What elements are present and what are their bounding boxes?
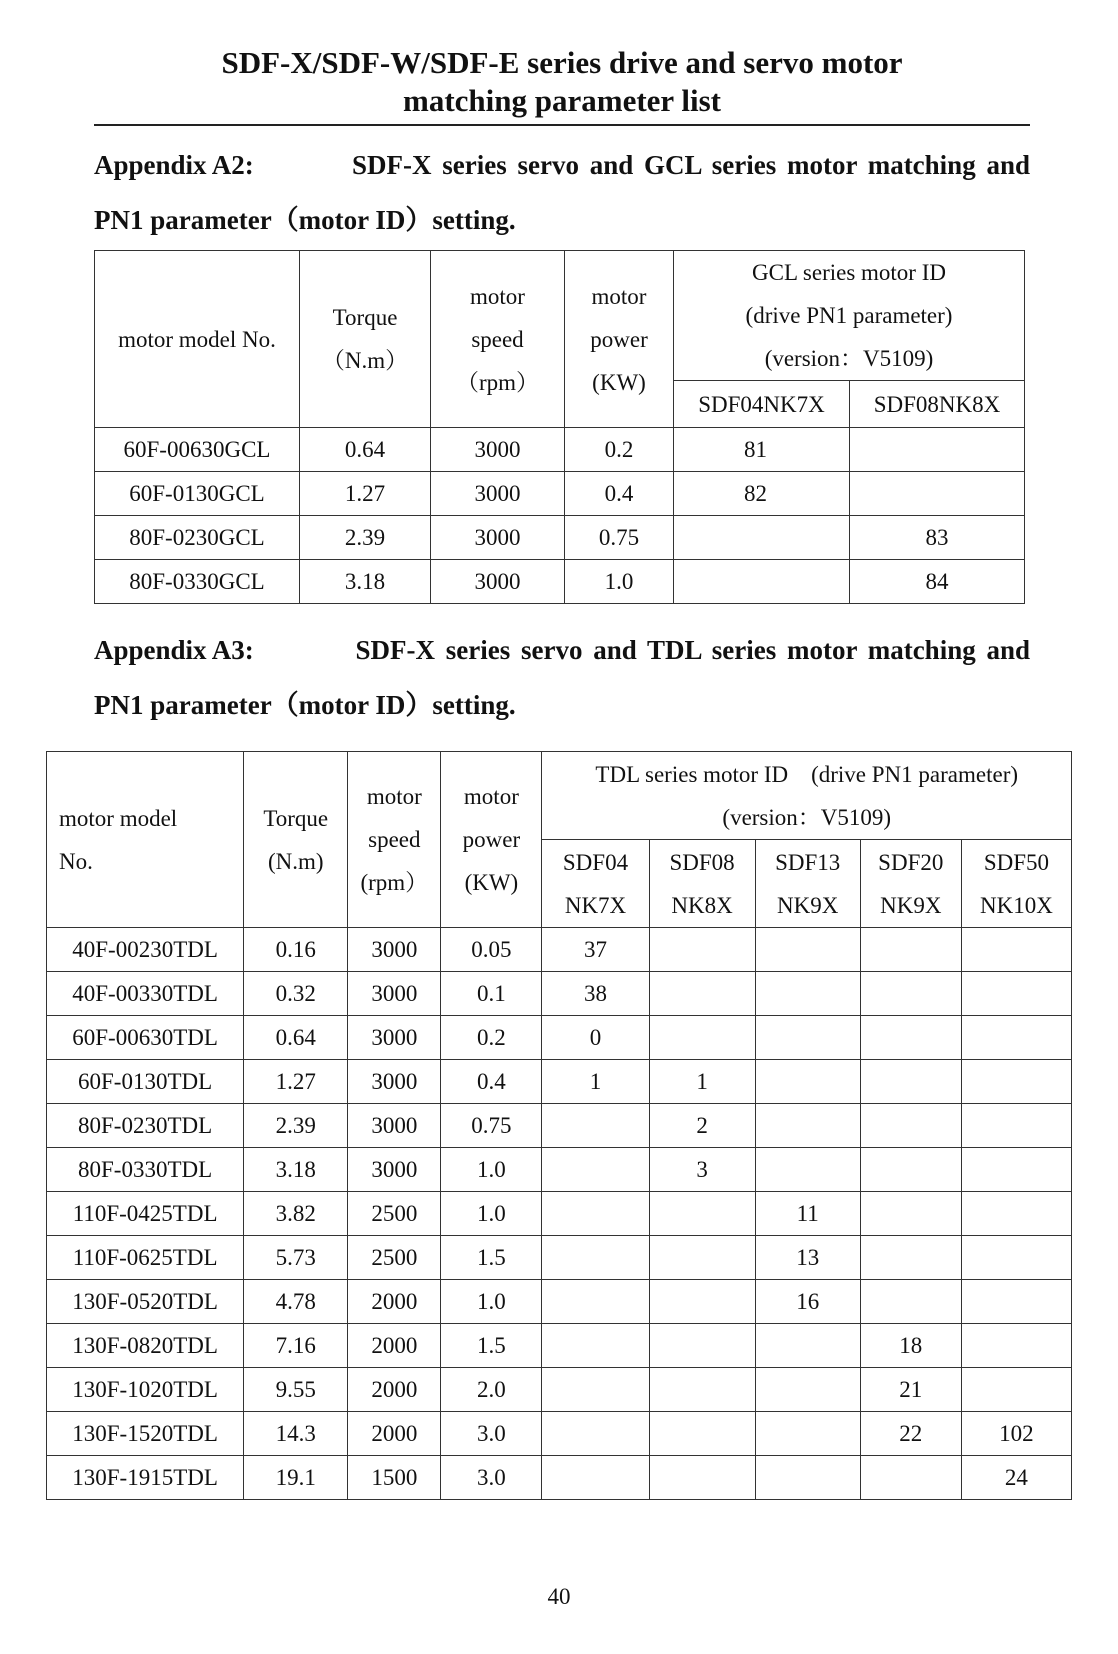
appendix-a2-text: SDF-X series servo and GCL series motor matching and [352,150,1030,180]
cell-model: 80F-0230TDL [47,1104,244,1148]
cell-id-sdf08 [649,1456,755,1500]
cell-torque: 7.16 [244,1324,348,1368]
cell-id-sdf04: 38 [542,972,649,1016]
cell-id-sdf50 [961,1236,1071,1280]
cell-id-sdf04 [542,1456,649,1500]
col-header-torque: Torque （N.m） [300,251,431,428]
cell-speed: 2500 [348,1192,441,1236]
cell-id-sdf50 [961,1324,1071,1368]
cell-id-sdf08 [649,1412,755,1456]
cell-model: 80F-0330TDL [47,1148,244,1192]
cell-power: 1.5 [441,1324,542,1368]
cell-id-sdf08 [649,972,755,1016]
table-row [47,1148,1072,1192]
table-row [47,1456,1072,1500]
cell-speed: 3000 [431,472,565,516]
cell-id-sdf50 [961,1280,1071,1324]
cell-id-sdf20 [860,1236,961,1280]
table-row [95,516,1025,560]
cell-speed: 3000 [348,1148,441,1192]
cell-id-sdf20: 21 [860,1368,961,1412]
cell-id-sdf50 [961,972,1071,1016]
cell-id-sdf20 [860,1060,961,1104]
cell-speed: 3000 [348,928,441,972]
cell-id-sdf20 [860,1148,961,1192]
cell-id-sdf50: 102 [961,1412,1071,1456]
title-divider [94,124,1030,126]
cell-torque: 0.64 [244,1016,348,1060]
cell-id-sdf13 [755,1148,860,1192]
cell-power: 1.0 [565,560,674,604]
cell-id-sdf13 [755,1368,860,1412]
col-header-motor-id: TDL series motor ID (drive PN1 parameter) (version：V5109) [542,752,1072,840]
col-header-power: motor power (KW) [565,251,674,428]
document-title [94,44,1030,120]
cell-id-sdf08: 84 [850,560,1025,604]
cell-id-sdf04 [542,1236,649,1280]
cell-speed: 1500 [348,1456,441,1500]
cell-model: 60F-0130TDL [47,1060,244,1104]
cell-id-sdf04 [542,1324,649,1368]
cell-id-sdf13 [755,1412,860,1456]
cell-model: 130F-0820TDL [47,1324,244,1368]
appendix-a2-heading [94,138,1030,248]
cell-power: 1.0 [441,1280,542,1324]
cell-id-sdf08: 3 [649,1148,755,1192]
cell-power: 0.4 [565,472,674,516]
cell-power: 0.2 [441,1016,542,1060]
cell-torque: 19.1 [244,1456,348,1500]
table-row [47,1412,1072,1456]
table-row [47,1236,1072,1280]
appendix-a2-label: Appendix A2: [94,150,254,180]
cell-speed: 3000 [348,1016,441,1060]
cell-power: 1.0 [441,1192,542,1236]
cell-speed: 3000 [348,1060,441,1104]
cell-torque: 4.78 [244,1280,348,1324]
cell-model: 60F-00630TDL [47,1016,244,1060]
cell-speed: 2000 [348,1412,441,1456]
appendix-a3-label: Appendix A3: [94,635,254,665]
cell-id-sdf50 [961,1192,1071,1236]
cell-power: 0.4 [441,1060,542,1104]
cell-id-sdf08 [649,1324,755,1368]
cell-id-sdf13 [755,1324,860,1368]
appendix-a2-line2: PN1 parameter（motor ID）setting. [94,205,516,235]
table-row [47,1324,1072,1368]
cell-id-sdf13 [755,1060,860,1104]
cell-id-sdf20 [860,928,961,972]
cell-model: 110F-0425TDL [47,1192,244,1236]
cell-id-sdf04: 0 [542,1016,649,1060]
cell-id-sdf04 [542,1412,649,1456]
cell-power: 0.05 [441,928,542,972]
table-row [95,560,1025,604]
cell-model: 80F-0330GCL [95,560,300,604]
cell-id-sdf04 [674,560,850,604]
col-header-drive-sdf20: SDF20 NK9X [860,840,961,928]
cell-torque: 0.16 [244,928,348,972]
cell-id-sdf20 [860,1280,961,1324]
cell-id-sdf08 [649,1016,755,1060]
cell-torque: 1.27 [244,1060,348,1104]
cell-id-sdf20 [860,972,961,1016]
cell-id-sdf20 [860,1104,961,1148]
cell-id-sdf13 [755,928,860,972]
cell-id-sdf04: 82 [674,472,850,516]
table-row [47,1192,1072,1236]
cell-model: 80F-0230GCL [95,516,300,560]
cell-speed: 2500 [348,1236,441,1280]
cell-id-sdf08: 2 [649,1104,755,1148]
table-row [47,928,1072,972]
cell-power: 1.5 [441,1236,542,1280]
cell-power: 1.0 [441,1148,542,1192]
cell-id-sdf13 [755,972,860,1016]
cell-id-sdf04 [542,1148,649,1192]
cell-torque: 3.82 [244,1192,348,1236]
cell-id-sdf08 [649,1192,755,1236]
cell-id-sdf50: 24 [961,1456,1071,1500]
cell-id-sdf13 [755,1456,860,1500]
cell-id-sdf04: 81 [674,428,850,472]
col-header-drive-sdf08: SDF08 NK8X [649,840,755,928]
col-header-motor-id: GCL series motor ID (drive PN1 parameter) (version：V5109) [674,251,1025,381]
table-row [47,1104,1072,1148]
cell-id-sdf04 [674,516,850,560]
cell-speed: 2000 [348,1368,441,1412]
cell-id-sdf04 [542,1368,649,1412]
cell-speed: 2000 [348,1324,441,1368]
cell-id-sdf08 [850,428,1025,472]
gcl-matching-table [94,250,1025,604]
table-row [47,972,1072,1016]
cell-id-sdf20: 18 [860,1324,961,1368]
cell-torque: 3.18 [300,560,431,604]
cell-id-sdf08 [649,1368,755,1412]
cell-torque: 2.39 [300,516,431,560]
cell-id-sdf04 [542,1104,649,1148]
cell-power: 2.0 [441,1368,542,1412]
cell-model: 60F-00630GCL [95,428,300,472]
cell-power: 0.75 [441,1104,542,1148]
col-header-power: motor power (KW) [441,752,542,928]
table-row [47,1280,1072,1324]
cell-torque: 3.18 [244,1148,348,1192]
cell-model: 40F-00230TDL [47,928,244,972]
col-header-model: motor model No. [47,752,244,928]
cell-power: 3.0 [441,1456,542,1500]
col-header-drive-sdf13: SDF13 NK9X [755,840,860,928]
cell-id-sdf08: 1 [649,1060,755,1104]
cell-id-sdf04 [542,1192,649,1236]
cell-id-sdf20 [860,1016,961,1060]
cell-model: 60F-0130GCL [95,472,300,516]
table-row [95,428,1025,472]
cell-id-sdf04 [542,1280,649,1324]
cell-speed: 2000 [348,1280,441,1324]
table-row [47,1060,1072,1104]
cell-torque: 5.73 [244,1236,348,1280]
col-header-drive-sdf04: SDF04 NK7X [542,840,649,928]
table-row [95,472,1025,516]
cell-speed: 3000 [348,1104,441,1148]
cell-id-sdf04: 37 [542,928,649,972]
cell-speed: 3000 [431,516,565,560]
cell-model: 40F-00330TDL [47,972,244,1016]
table-row [47,1016,1072,1060]
cell-model: 130F-1520TDL [47,1412,244,1456]
cell-id-sdf20: 22 [860,1412,961,1456]
cell-model: 130F-1020TDL [47,1368,244,1412]
cell-torque: 2.39 [244,1104,348,1148]
cell-id-sdf08 [649,1280,755,1324]
cell-id-sdf50 [961,1104,1071,1148]
cell-id-sdf50 [961,1148,1071,1192]
cell-torque: 14.3 [244,1412,348,1456]
cell-id-sdf08: 83 [850,516,1025,560]
cell-id-sdf13: 16 [755,1280,860,1324]
cell-id-sdf08 [850,472,1025,516]
cell-id-sdf13: 13 [755,1236,860,1280]
cell-id-sdf08 [649,1236,755,1280]
cell-speed: 3000 [431,560,565,604]
appendix-a3-heading [94,623,1030,733]
cell-power: 0.1 [441,972,542,1016]
cell-id-sdf50 [961,1060,1071,1104]
cell-id-sdf50 [961,1016,1071,1060]
cell-power: 3.0 [441,1412,542,1456]
cell-id-sdf08 [649,928,755,972]
cell-power: 0.2 [565,428,674,472]
cell-model: 110F-0625TDL [47,1236,244,1280]
cell-id-sdf13: 11 [755,1192,860,1236]
appendix-a3-line2: PN1 parameter（motor ID）setting. [94,690,516,720]
table-row [47,1368,1072,1412]
cell-id-sdf50 [961,1368,1071,1412]
cell-model: 130F-0520TDL [47,1280,244,1324]
cell-id-sdf20 [860,1456,961,1500]
cell-id-sdf13 [755,1104,860,1148]
cell-model: 130F-1915TDL [47,1456,244,1500]
tdl-matching-table [46,751,1072,1500]
page-number: 40 [547,1584,571,1609]
cell-id-sdf20 [860,1192,961,1236]
cell-speed: 3000 [348,972,441,1016]
cell-torque: 0.32 [244,972,348,1016]
col-header-drive-sdf04: SDF04NK7X [674,381,850,428]
cell-id-sdf04: 1 [542,1060,649,1104]
cell-id-sdf13 [755,1016,860,1060]
col-header-torque: Torque (N.m) [244,752,348,928]
document-title-line1: SDF-X/SDF-W/SDF-E series drive and servo motor [221,45,903,80]
col-header-speed: motor speed (rpm） [348,752,441,928]
cell-torque: 1.27 [300,472,431,516]
appendix-a3-text: SDF-X series servo and TDL series motor matching and [355,635,1030,665]
cell-torque: 9.55 [244,1368,348,1412]
col-header-speed: motor speed （rpm） [431,251,565,428]
cell-torque: 0.64 [300,428,431,472]
cell-id-sdf50 [961,928,1071,972]
cell-power: 0.75 [565,516,674,560]
col-header-model: motor model No. [95,251,300,428]
col-header-drive-sdf50: SDF50 NK10X [961,840,1071,928]
cell-speed: 3000 [431,428,565,472]
col-header-drive-sdf08: SDF08NK8X [850,381,1025,428]
document-title-line2: matching parameter list [403,83,721,118]
